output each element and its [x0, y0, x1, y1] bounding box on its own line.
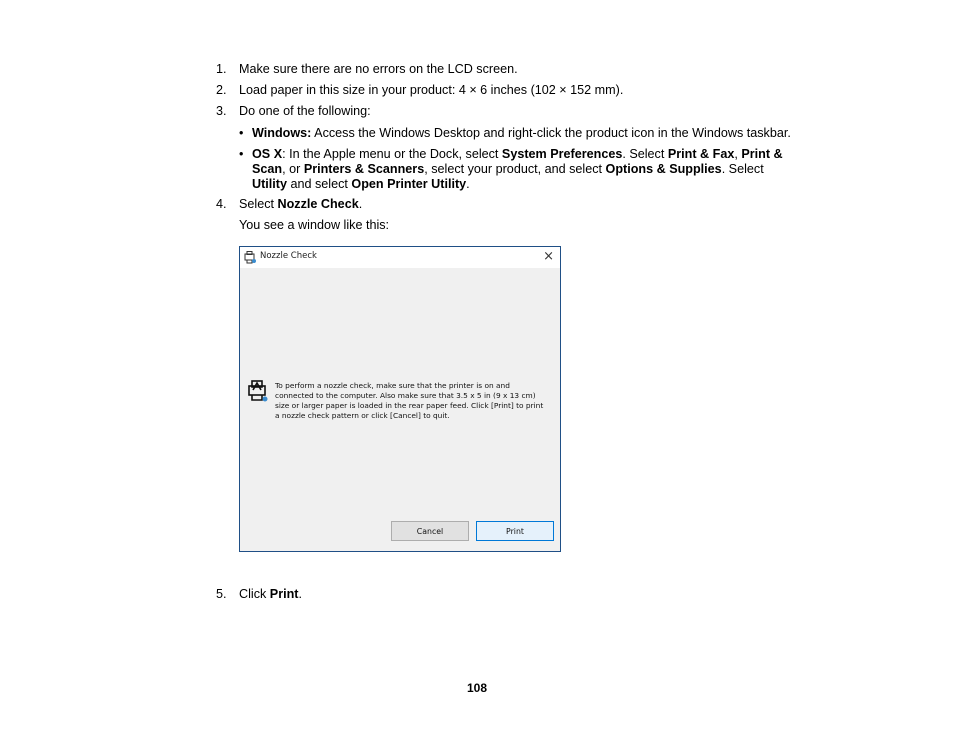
step-text	[239, 197, 362, 212]
bullet-body: Access the Windows Desktop and right-click the product icon in the Windows taskbar.	[311, 126, 791, 140]
bullet-dot: •	[239, 147, 244, 161]
text-segment: ,	[734, 147, 742, 161]
bold-open-printer-utility: Open Printer Utility	[351, 177, 467, 191]
step-text	[239, 587, 302, 602]
bullet-label: Windows:	[252, 126, 312, 140]
text-segment: .	[466, 177, 470, 191]
bold-printers-scanners: Printers & Scanners	[303, 162, 425, 176]
cancel-button[interactable]: Cancel	[391, 521, 469, 541]
text-segment: and select	[286, 177, 352, 191]
bold-print: Print	[269, 587, 299, 601]
bold-options-supplies: Options & Supplies	[605, 162, 722, 176]
step-number: 1.	[216, 62, 227, 76]
dialog-titlebar	[240, 247, 560, 268]
bold-utility: Utility	[252, 177, 287, 191]
dialog-message: To perform a nozzle check, make sure that the printer is on and connected to the computer. Also make sure that 3.5 x 5 in (9 x 13 cm) size or larger paper is loaded in the rear paper feed. Click [Print] to print a nozzle check pattern or click [Cancel] to quit.	[275, 381, 544, 420]
nozzle-check-dialog	[239, 246, 561, 552]
bold-print-and: Print &	[741, 147, 783, 161]
step-number: 2.	[216, 83, 227, 97]
text-segment: . Select	[721, 162, 764, 176]
dialog-title: Nozzle Check	[260, 251, 317, 261]
step-text: Load paper in this size in your product: 4 × 6 inches (102 × 152 mm).	[239, 83, 624, 97]
bold-os-x: OS X	[252, 147, 283, 161]
text-segment: .	[358, 197, 363, 211]
step-number: 3.	[216, 104, 227, 118]
bullet-dot: •	[239, 126, 244, 140]
text-segment: , select your product, and select	[424, 162, 606, 176]
printer-nozzle-icon	[243, 250, 257, 264]
step-number: 5.	[216, 587, 227, 601]
step-text: Make sure there are no errors on the LCD screen.	[239, 62, 518, 76]
bold-nozzle-check: Nozzle Check	[277, 197, 359, 211]
printer-nozzle-icon	[247, 379, 269, 403]
text-segment: Click	[239, 587, 270, 601]
page-number: 108	[466, 681, 488, 695]
text-segment: : In the Apple menu or the Dock, select	[282, 147, 502, 161]
bullet-text	[252, 126, 791, 141]
text-segment: .	[298, 587, 302, 601]
text-segment: , or	[282, 162, 304, 176]
text-segment: . Select	[622, 147, 668, 161]
close-icon[interactable]: ×	[543, 249, 554, 264]
bullet-text	[252, 177, 470, 192]
window-intro-text: You see a window like this:	[239, 218, 390, 232]
bold-scan: Scan	[252, 162, 283, 176]
bullet-text	[252, 162, 764, 177]
step-number: 4.	[216, 197, 227, 211]
step-text: Do one of the following:	[239, 104, 371, 118]
text-segment: Select	[239, 197, 278, 211]
bullet-text	[252, 147, 783, 162]
bold-print-fax: Print & Fax	[667, 147, 735, 161]
bold-system-preferences: System Preferences	[501, 147, 623, 161]
print-button[interactable]: Print	[476, 521, 554, 541]
